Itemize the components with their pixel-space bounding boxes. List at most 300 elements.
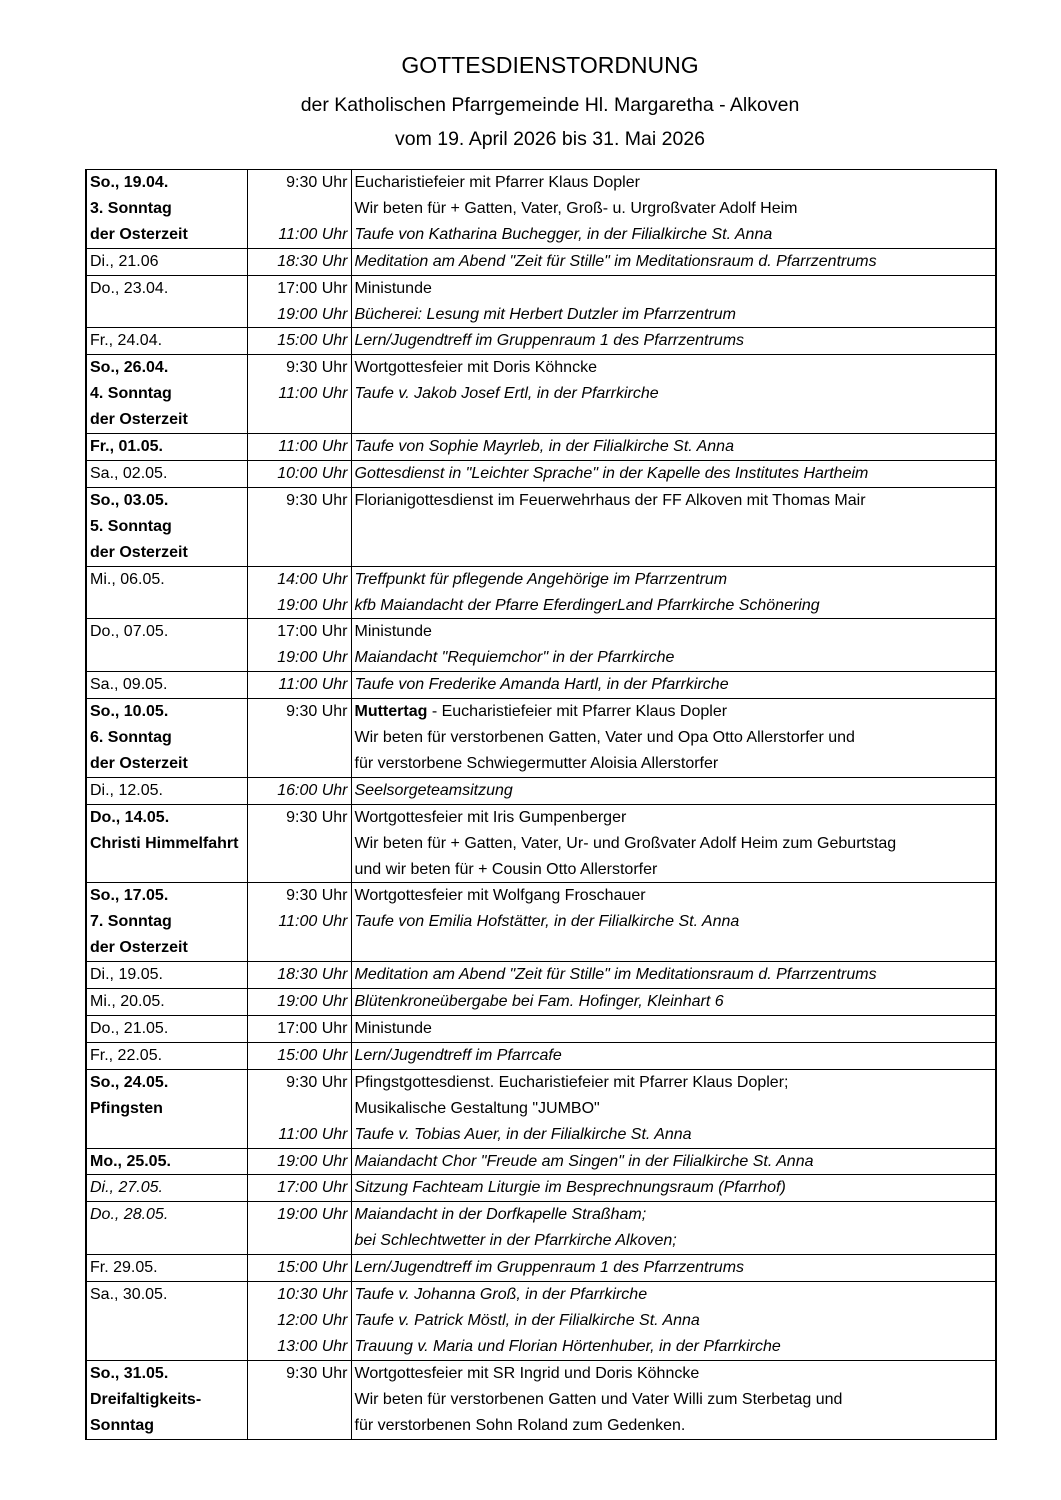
event-cell: [351, 699, 996, 725]
day-cell: [86, 1122, 247, 1148]
day-cell: [86, 1308, 247, 1334]
event-cell: [351, 1255, 996, 1282]
parish-subtitle: der Katholischen Pfarrgemeinde Hl. Margaretha - Alkoven: [300, 94, 800, 116]
day-cell: [86, 831, 247, 857]
event-text: Musikalische Gestaltung "JUMBO": [354, 1099, 600, 1117]
table-row: [86, 777, 996, 804]
time-cell: 19:00 Uhr: [247, 1202, 351, 1228]
event-text: Maiandacht in der Dorfkapelle Straßham;: [354, 1206, 647, 1224]
event-cell: [351, 1096, 996, 1122]
event-cell: [351, 222, 996, 248]
event-cell: [351, 460, 996, 487]
table-row: [86, 1122, 996, 1148]
day-label: So., 31.05.: [90, 1364, 169, 1382]
day-cell: [86, 804, 247, 830]
table-row: [86, 831, 996, 857]
event-cell: [351, 407, 996, 433]
event-cell: [351, 1413, 996, 1439]
day-label: So., 10.05.: [90, 703, 169, 721]
time-cell: 9:30 Uhr: [247, 804, 351, 830]
table-row: [86, 1255, 996, 1282]
table-row: [86, 593, 996, 619]
day-label: der Osterzeit: [90, 754, 188, 772]
event-text: Taufe v. Tobias Auer, in der Filialkirche St. Anna: [354, 1125, 692, 1143]
day-cell: [86, 1042, 247, 1069]
time-cell: 9:30 Uhr: [247, 170, 351, 196]
day-label: So., 03.05.: [90, 491, 169, 509]
event-cell: [351, 1308, 996, 1334]
day-label: Sa., 30.05.: [90, 1286, 168, 1304]
event-text: Eucharistiefeier mit Pfarrer Klaus Dopler: [354, 174, 640, 191]
event-text: Wir beten für verstorbenen Gatten, Vater und Opa Otto Allerstorfer und: [354, 729, 855, 747]
time-cell: [247, 514, 351, 540]
day-label: Christi Himmelfahrt: [90, 834, 239, 852]
day-cell: [86, 1387, 247, 1413]
table-row: [86, 1069, 996, 1095]
table-row: [86, 434, 996, 461]
event-cell: [351, 593, 996, 619]
event-text: Meditation am Abend "Zeit für Stille" im Meditationsraum d. Pfarrzentrums: [354, 966, 877, 984]
day-label: der Osterzeit: [90, 543, 188, 561]
day-cell: [86, 460, 247, 487]
table-row: [86, 381, 996, 407]
table-row: [86, 302, 996, 328]
event-text: Wortgottesfeier mit Wolfgang Froschauer: [354, 887, 646, 905]
table-row: [86, 1042, 996, 1069]
time-cell: 9:30 Uhr: [247, 487, 351, 513]
event-text: - Eucharistiefeier mit Pfarrer Klaus Dopler: [427, 703, 728, 721]
table-row: [86, 222, 996, 248]
schedule-day-group: [86, 487, 996, 566]
event-text: Taufe von Frederike Amanda Hartl, in der Pfarrkirche: [354, 676, 729, 694]
time-cell: 17:00 Uhr: [247, 275, 351, 301]
event-cell: [351, 196, 996, 222]
table-row: [86, 1282, 996, 1308]
event-cell: [351, 1175, 996, 1202]
event-cell: [351, 935, 996, 961]
event-text: Ministunde: [354, 279, 432, 297]
time-cell: 18:30 Uhr: [247, 248, 351, 275]
schedule-day-group: [86, 883, 996, 962]
table-row: [86, 170, 996, 196]
day-label: Pfingsten: [90, 1099, 163, 1117]
time-cell: [247, 1096, 351, 1122]
event-text: Wortgottesfeier mit Iris Gumpenberger: [354, 808, 627, 826]
schedule-day-group: [86, 1202, 996, 1255]
table-row: [86, 619, 996, 645]
table-row: [86, 989, 996, 1016]
time-cell: [247, 196, 351, 222]
event-cell: [351, 777, 996, 804]
table-row: [86, 487, 996, 513]
event-text: Taufe von Sophie Mayrleb, in der Filialkirche St. Anna: [354, 438, 734, 456]
schedule-day-group: [86, 777, 996, 804]
time-cell: [247, 857, 351, 883]
time-cell: 10:00 Uhr: [247, 460, 351, 487]
event-cell: [351, 328, 996, 355]
table-row: [86, 857, 996, 883]
event-text: Treffpunkt für pflegende Angehörige im Pfarrzentrum: [354, 570, 728, 588]
table-row: [86, 566, 996, 592]
event-text: Wortgottesfeier mit SR Ingrid und Doris Köhncke: [354, 1364, 700, 1382]
event-cell: [351, 751, 996, 777]
event-text: für verstorbenen Sohn Roland zum Gedenken.: [354, 1416, 686, 1434]
day-cell: [86, 593, 247, 619]
day-cell: [86, 1069, 247, 1095]
table-row: [86, 804, 996, 830]
day-cell: [86, 222, 247, 248]
day-cell: [86, 1175, 247, 1202]
table-row: [86, 672, 996, 699]
schedule-day-group: [86, 804, 996, 883]
day-cell: [86, 196, 247, 222]
time-cell: [247, 751, 351, 777]
day-label: der Osterzeit: [90, 939, 188, 957]
event-text: Lern/Jugendtreff im Gruppenraum 1 des Pfarrzentrums: [354, 332, 745, 350]
table-row: [86, 1360, 996, 1386]
time-cell: 12:00 Uhr: [247, 1308, 351, 1334]
event-text: Trauung v. Maria und Florian Hörtenhuber, in der Pfarrkirche: [354, 1337, 781, 1355]
time-cell: 11:00 Uhr: [247, 1122, 351, 1148]
day-cell: [86, 962, 247, 989]
table-row: [86, 1016, 996, 1043]
table-row: [86, 1096, 996, 1122]
table-row: [86, 751, 996, 777]
time-cell: 9:30 Uhr: [247, 1069, 351, 1095]
table-row: [86, 909, 996, 935]
table-row: [86, 699, 996, 725]
schedule-day-group: [86, 619, 996, 672]
day-label: So., 19.04.: [90, 174, 169, 191]
event-cell: [351, 1122, 996, 1148]
day-label: 6. Sonntag: [90, 729, 172, 747]
event-cell: [351, 1334, 996, 1360]
day-label: Do., 23.04.: [90, 279, 169, 297]
day-label: Do., 28.05.: [90, 1206, 169, 1224]
event-cell: [351, 672, 996, 699]
day-cell: [86, 514, 247, 540]
day-label: Fr., 24.04.: [90, 332, 163, 350]
table-row: [86, 883, 996, 909]
day-cell: [86, 645, 247, 671]
day-cell: [86, 275, 247, 301]
schedule-day-group: [86, 989, 996, 1016]
event-cell: [351, 1202, 996, 1228]
page-title: GOTTESDIENSTORDNUNG: [401, 52, 699, 78]
event-text: Taufe v. Patrick Möstl, in der Filialkirche St. Anna: [354, 1311, 700, 1329]
time-cell: 19:00 Uhr: [247, 645, 351, 671]
time-cell: [247, 1387, 351, 1413]
event-cell: [351, 355, 996, 381]
day-cell: [86, 248, 247, 275]
day-cell: [86, 1096, 247, 1122]
schedule-day-group: [86, 328, 996, 355]
day-label: Sa., 09.05.: [90, 676, 168, 694]
table-row: [86, 1202, 996, 1228]
schedule-day-group: [86, 1016, 996, 1043]
day-label: 4. Sonntag: [90, 385, 172, 403]
time-cell: 11:00 Uhr: [247, 672, 351, 699]
event-cell: [351, 962, 996, 989]
table-row: [86, 645, 996, 671]
time-cell: [247, 725, 351, 751]
table-row: [86, 196, 996, 222]
time-cell: 19:00 Uhr: [247, 989, 351, 1016]
event-cell: [351, 645, 996, 671]
day-label: 7. Sonntag: [90, 913, 172, 931]
event-text: für verstorbene Schwiegermutter Aloisia Allerstorfer: [354, 754, 719, 772]
day-cell: [86, 1413, 247, 1439]
time-cell: 15:00 Uhr: [247, 1042, 351, 1069]
schedule-day-group: [86, 170, 996, 249]
table-row: [86, 407, 996, 433]
event-text: Taufe v. Johanna Groß, in der Pfarrkirche: [354, 1286, 648, 1304]
table-row: [86, 725, 996, 751]
time-cell: 19:00 Uhr: [247, 1148, 351, 1175]
event-cell: [351, 1148, 996, 1175]
day-cell: [86, 883, 247, 909]
event-cell: [351, 1360, 996, 1386]
day-label: Sa., 02.05.: [90, 464, 168, 482]
schedule-day-group: [86, 275, 996, 328]
schedule-day-group: [86, 1360, 996, 1439]
event-text: Florianigottesdienst im Feuerwehrhaus der FF Alkoven mit Thomas Mair: [354, 491, 866, 509]
day-label: Di., 27.05.: [90, 1179, 163, 1197]
time-cell: 11:00 Uhr: [247, 434, 351, 461]
event-cell: [351, 804, 996, 830]
event-cell: [351, 1069, 996, 1095]
event-text: bei Schlechtwetter in der Pfarrkirche Alkoven;: [354, 1232, 677, 1250]
table-row: [86, 355, 996, 381]
event-text: Wortgottesfeier mit Doris Köhncke: [354, 359, 597, 377]
table-row: [86, 1228, 996, 1254]
day-cell: [86, 302, 247, 328]
schedule-table: [85, 169, 997, 1440]
event-text: Taufe v. Jakob Josef Ertl, in der Pfarrkirche: [354, 385, 659, 403]
table-row: [86, 248, 996, 275]
time-cell: 17:00 Uhr: [247, 1016, 351, 1043]
time-cell: [247, 935, 351, 961]
day-cell: [86, 725, 247, 751]
event-text: Taufe von Emilia Hofstätter, in der Filialkirche St. Anna: [354, 913, 740, 931]
day-cell: [86, 328, 247, 355]
event-text: Ministunde: [354, 623, 432, 641]
event-text: Blütenkroneübergabe bei Fam. Hofinger, Kleinhart 6: [354, 993, 724, 1011]
day-cell: [86, 1334, 247, 1360]
day-label: 3. Sonntag: [90, 199, 172, 217]
day-cell: [86, 989, 247, 1016]
schedule-day-group: [86, 460, 996, 487]
event-cell: [351, 381, 996, 407]
table-row: [86, 1334, 996, 1360]
schedule-day-group: [86, 1148, 996, 1175]
schedule-day-group: [86, 248, 996, 275]
schedule-day-group: [86, 355, 996, 434]
event-cell: [351, 487, 996, 513]
day-cell: [86, 619, 247, 645]
day-label: Fr. 29.05.: [90, 1259, 158, 1277]
day-cell: [86, 857, 247, 883]
schedule-day-group: [86, 1282, 996, 1361]
table-row: [86, 1308, 996, 1334]
time-cell: 17:00 Uhr: [247, 1175, 351, 1202]
schedule-day-group: [86, 962, 996, 989]
day-cell: [86, 1255, 247, 1282]
table-row: [86, 540, 996, 566]
event-cell: [351, 170, 996, 196]
day-label: der Osterzeit: [90, 225, 188, 243]
event-text: Sitzung Fachteam Liturgie im Besprechnungsraum (Pfarrhof): [354, 1179, 786, 1197]
event-text: Gottesdienst in "Leichter Sprache" in der Kapelle des Institutes Hartheim: [354, 464, 869, 482]
event-text: Ministunde: [354, 1020, 432, 1037]
day-label: Di., 12.05.: [90, 781, 163, 799]
day-cell: [86, 909, 247, 935]
schedule-day-group: [86, 1069, 996, 1148]
event-cell: [351, 302, 996, 328]
time-cell: 10:30 Uhr: [247, 1282, 351, 1308]
schedule-day-group: [86, 699, 996, 778]
time-cell: 15:00 Uhr: [247, 328, 351, 355]
day-label: So., 26.04.: [90, 359, 169, 377]
day-label: Di., 19.05.: [90, 966, 163, 984]
event-text: und wir beten für + Cousin Otto Allerstorfer: [354, 860, 658, 878]
time-cell: 9:30 Uhr: [247, 699, 351, 725]
time-cell: [247, 831, 351, 857]
day-cell: [86, 1228, 247, 1254]
day-cell: [86, 434, 247, 461]
schedule-day-group: [86, 1255, 996, 1282]
schedule-day-group: [86, 1175, 996, 1202]
time-cell: 11:00 Uhr: [247, 222, 351, 248]
event-cell: [351, 1282, 996, 1308]
time-cell: [247, 407, 351, 433]
time-cell: [247, 540, 351, 566]
day-cell: [86, 672, 247, 699]
day-label: Do., 14.05.: [90, 808, 170, 826]
day-label: Do., 07.05.: [90, 623, 169, 641]
table-row: [86, 328, 996, 355]
time-cell: 18:30 Uhr: [247, 962, 351, 989]
event-text: Lern/Jugendtreff im Pfarrcafe: [354, 1046, 562, 1064]
event-cell: [351, 725, 996, 751]
day-label: Mi., 06.05.: [90, 570, 165, 588]
event-highlight: Muttertag: [354, 703, 428, 721]
time-cell: 13:00 Uhr: [247, 1334, 351, 1360]
schedule-day-group: [86, 434, 996, 461]
day-cell: [86, 487, 247, 513]
day-cell: [86, 1148, 247, 1175]
event-cell: [351, 248, 996, 275]
event-cell: [351, 540, 996, 566]
day-cell: [86, 381, 247, 407]
schedule-period: vom 19. April 2026 bis 31. Mai 2026: [394, 128, 706, 150]
day-cell: [86, 935, 247, 961]
event-text: Bücherei: Lesung mit Herbert Dutzler im Pfarrzentrum: [354, 305, 736, 323]
table-row: [86, 1387, 996, 1413]
table-row: [86, 1148, 996, 1175]
day-label: So., 17.05.: [90, 887, 169, 905]
schedule-day-group: [86, 566, 996, 619]
event-cell: [351, 434, 996, 461]
day-label: der Osterzeit: [90, 411, 188, 429]
day-cell: [86, 751, 247, 777]
event-text: kfb Maiandacht der Pfarre EferdingerLand Pfarrkirche Schönering: [354, 596, 820, 614]
time-cell: 9:30 Uhr: [247, 883, 351, 909]
event-cell: [351, 619, 996, 645]
table-row: [86, 962, 996, 989]
day-label: Di., 21.06: [90, 252, 159, 270]
event-text: Pfingstgottesdienst. Eucharistiefeier mit Pfarrer Klaus Dopler;: [354, 1073, 789, 1091]
day-label: Fr., 01.05.: [90, 438, 163, 456]
time-cell: 14:00 Uhr: [247, 566, 351, 592]
day-cell: [86, 407, 247, 433]
time-cell: 19:00 Uhr: [247, 302, 351, 328]
time-cell: 11:00 Uhr: [247, 381, 351, 407]
event-cell: [351, 566, 996, 592]
time-cell: [247, 1228, 351, 1254]
schedule-day-group: [86, 672, 996, 699]
event-cell: [351, 989, 996, 1016]
day-cell: [86, 1360, 247, 1386]
day-label: Mi., 20.05.: [90, 993, 165, 1011]
time-cell: 15:00 Uhr: [247, 1255, 351, 1282]
day-label: Sonntag: [90, 1416, 154, 1434]
day-cell: [86, 1202, 247, 1228]
event-text: Maiandacht "Requiemchor" in der Pfarrkirche: [354, 649, 675, 667]
event-cell: [351, 275, 996, 301]
table-row: [86, 1175, 996, 1202]
event-cell: [351, 514, 996, 540]
day-label: Do., 21.05.: [90, 1020, 169, 1037]
event-cell: [351, 1042, 996, 1069]
day-cell: [86, 170, 247, 196]
time-cell: 16:00 Uhr: [247, 777, 351, 804]
day-cell: [86, 540, 247, 566]
event-cell: [351, 1016, 996, 1043]
event-text: Seelsorgeteamsitzung: [354, 781, 513, 799]
event-text: Taufe von Katharina Buchegger, in der Filialkirche St. Anna: [354, 225, 773, 243]
event-cell: [351, 883, 996, 909]
time-cell: 11:00 Uhr: [247, 909, 351, 935]
time-cell: [247, 1413, 351, 1439]
day-cell: [86, 566, 247, 592]
event-cell: [351, 1228, 996, 1254]
event-text: Lern/Jugendtreff im Gruppenraum 1 des Pfarrzentrums: [354, 1259, 745, 1277]
day-label: Fr., 22.05.: [90, 1046, 163, 1064]
time-cell: 17:00 Uhr: [247, 619, 351, 645]
event-cell: [351, 831, 996, 857]
table-row: [86, 1413, 996, 1439]
table-row: [86, 514, 996, 540]
time-cell: 9:30 Uhr: [247, 1360, 351, 1386]
day-label: So., 24.05.: [90, 1073, 169, 1091]
table-row: [86, 935, 996, 961]
day-label: Dreifaltigkeits-: [90, 1390, 202, 1408]
event-text: Wir beten für + Gatten, Vater, Groß- u. Urgroßvater Adolf Heim: [354, 199, 798, 217]
event-cell: [351, 909, 996, 935]
time-cell: 19:00 Uhr: [247, 593, 351, 619]
day-label: Mo., 25.05.: [90, 1152, 171, 1170]
schedule-day-group: [86, 1042, 996, 1069]
event-text: Wir beten für + Gatten, Vater, Ur- und Großvater Adolf Heim zum Geburtstag: [354, 834, 897, 852]
day-cell: [86, 1016, 247, 1043]
table-row: [86, 275, 996, 301]
table-row: [86, 460, 996, 487]
event-cell: [351, 857, 996, 883]
day-cell: [86, 777, 247, 804]
event-cell: [351, 1387, 996, 1413]
day-cell: [86, 699, 247, 725]
